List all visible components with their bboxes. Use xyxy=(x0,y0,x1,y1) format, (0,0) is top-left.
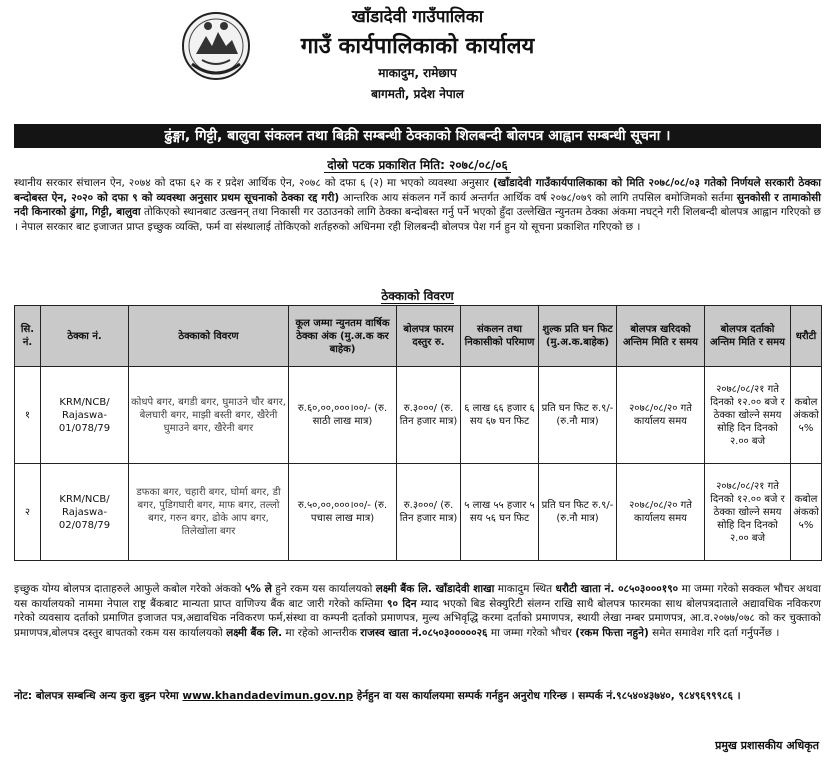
publication-date-text: दोस्रो पटक प्रकाशित मिति: २०७८/०८/०६ xyxy=(324,158,511,173)
table-title xyxy=(0,287,835,304)
cell-form-fee: रु.३०००/ (रु. तिन हजार मात्र) xyxy=(397,367,461,464)
notice-paragraph xyxy=(14,176,821,234)
note-text-b: हेर्नहुन वा यस कार्यालयमा सम्पर्क गर्नहुन अनुरोध गरिन्छ । सम्पर्क नं.९८५४०४३७४०, ९८४९६९९९८६ । xyxy=(353,690,741,702)
cell-submit-deadline: २०७८/०८/२१ गते दिनको १२.०० बजे र ठेक्का खोल्ने समय सोहि दिन दिनको २.०० बजे xyxy=(705,464,791,561)
cell-contract-no: KRM/NCB/ Rajaswa- 01/078/79 xyxy=(41,367,129,464)
note-paragraph xyxy=(14,689,821,704)
cell-serial: २ xyxy=(15,464,41,561)
cell-purchase-deadline: २०७८/०८/२० गते कार्यालय समय xyxy=(617,367,705,464)
cell-deposit: कबोल अंकको ५% xyxy=(791,464,822,561)
para2-text-k: मा रहेको आन्तरीक xyxy=(282,626,361,639)
para2-text-e: माकादुम स्थित xyxy=(494,583,556,595)
para1-river-bold: सुनकोसी र तामाकोसी नदी किनारको ढुंगा, गिट्टी, बालुवा xyxy=(14,191,821,218)
para2-days-bold: ९० दिन xyxy=(387,597,417,610)
cell-deposit: कबोल अंकको ५% xyxy=(791,367,822,464)
para1-text-e: तोकिएको स्थानबाट उत्खनन् तथा निकासी गर उठाउनको लागि ठेक्का बन्दोबस्त गर्नु पर्ने भएको हुँदा उल्लेखित न्युनतम ठेक्का अंकमा नघट्ने गरी शिलबन्दी बोलपत्र आह्वान गरिएको छ । नेपाल सरकार बाट इजाजत प्राप्त इच्छुक व्यक्ति, फर्म वा संस्थालाई तोकिएको शर्तहरुको अधिनमा रही शिलबन्दी बोलपत्र पेश गर्न हुन यो सूचना प्रकाशित गरिएको छ । xyxy=(14,206,821,233)
website-link[interactable]: www.khandadevimun.gov.np xyxy=(182,690,354,702)
cell-description: डफका बगर, चहारी बगर, घोर्मा बगर, डी बगर, पुडिगघारी बगर, माफ बगर, तल्लो बगर, गरुन बगर, ढोके आप बगर, तिलेखोला बगर xyxy=(129,464,289,561)
conditions-paragraph xyxy=(14,582,821,640)
para2-text-m: मा जम्मा गरेको भौचर xyxy=(487,626,576,639)
para2-percent-bold: ५% ले xyxy=(244,583,272,595)
notice-title-banner: ढुंङ्गा, गिट्टी, बालुवा संकलन तथा बिक्री सम्बन्धी ठेक्काको शिलबन्दी बोलपत्र आह्वान सम्बन्धी सूचना । xyxy=(14,124,821,148)
table-title-text: ठेक्काको विवरण xyxy=(381,289,454,303)
para2-nonrefundable-bold: (रकम फित्ता नहुने) xyxy=(575,626,649,639)
para2-text-a: इच्छुक योग्य बोलपत्र दाताहरुले आफुले कबोल गरेको अंकको xyxy=(14,583,245,595)
cell-rate: प्रति घन फिट रु.९/- (रु.नौ मात्र) xyxy=(539,367,617,464)
cell-rate: प्रति घन फिट रु.९/- (रु.नौ मात्र) xyxy=(539,464,617,561)
th-deposit: धरौटी xyxy=(791,306,822,367)
para2-deposit-account-bold: धरौटी खाता नं. ०८५०३०००१९० xyxy=(555,583,679,595)
para2-revenue-account-bold: राजस्व खाता नं.०८५०३०००००२६ xyxy=(360,626,488,639)
municipality-name: खाँडादेवी गाउँपालिका xyxy=(351,7,484,27)
th-description: ठेक्काको विवरण xyxy=(129,306,289,367)
contract-table xyxy=(14,305,822,561)
para2-text-g: मा जम्मा गरेको सक्कल भौचर अथवा यस कार्यालयको नाममा नेपाल राष्ट्र बैंकबाट मान्यता प्राप्त वाणिज्य बैंक बाट जारी गरेको कम्तिमा xyxy=(14,583,821,610)
cell-amount: रु.५०,००,०००।००/- (रु. पचास लाख मात्र) xyxy=(289,464,397,561)
para2-text-o: समेत समावेश गरि दर्ता गर्नुपर्नेछ । xyxy=(648,626,780,639)
para2-text-i: म्याद भएको बिड सेक्युरिटी संलग्न राखि साथै बोलपत्र फारमका साथ बोलपत्रदाताले अद्यावधिक नविकरण गरेको व्यवसाय दर्ताको प्रमाणित इजाजत पत्र,अद्यावधिक नविकरण फर्म,संस्था वा कम्पनी दर्ताको प्रमाणपत्र, मुल्य अभिवृद्धि करमा दर्ताको प्रमाणपत्र, स्थायी लेखा नम्बर प्रमाणपत्र, आ.व.२०७७/०७८ को कर चुक्ताको प्रमाणपत्र,बोलपत्र दस्तुर बापतको रकम यस कार्यालयको xyxy=(14,597,821,639)
para2-bank-bold: लक्ष्मी बैंक लि. खाँडादेवी शाखा xyxy=(375,583,495,595)
cell-quantity: ६ लाख ६६ हजार ६ सय ६७ घन फिट xyxy=(461,367,539,464)
para1-text-a: स्थानीय सरकार संचालन ऐन, २०७४ को दफा ६२ क र प्रदेश आर्थिक ऐन, २०७८ को दफा ६ (२) मा भएको व्यवस्था अनुसार xyxy=(14,177,493,189)
cell-description: कोधपे बगर, बगडी बगर, घुमाउने चौर बगर, बेलघारी बगर, माझी बस्ती बगर, खैरेनी घुमाउने बगर, खैरेनी बगर xyxy=(129,367,289,464)
office-name: गाउँ कार्यपालिकाको कार्यालय xyxy=(300,34,535,59)
table-header-row xyxy=(15,306,822,367)
th-purchase-deadline: बोलपत्र खरिदको अन्तिम मिति र समय xyxy=(617,306,705,367)
cell-form-fee: रु.३०००/ (रु. तिन हजार मात्र) xyxy=(397,464,461,561)
cell-serial: १ xyxy=(15,367,41,464)
table-row xyxy=(15,464,822,561)
office-province: बागमती, प्रदेश नेपाल xyxy=(371,87,464,101)
cell-submit-deadline: २०७८/०८/२१ गते दिनको १२.०० बजे र ठेक्का खोल्ने समय सोहि दिन दिनको २.०० बजे xyxy=(705,367,791,464)
office-address: माकादुम, रामेछाप xyxy=(378,66,457,80)
cell-quantity: ५ लाख ५५ हजार ५ सय ५६ घन फिट xyxy=(461,464,539,561)
para1-text-c: आन्तरिक आय संकलन गर्ने कार्य अन्तर्गत आर्थिक वर्ष २०७८/०७९ को लागि तपसिल बमोजिमको सर्तमा xyxy=(339,191,737,204)
publication-date xyxy=(0,156,835,173)
letterhead xyxy=(0,0,835,128)
cell-contract-no: KRM/NCB/ Rajaswa- 02/078/79 xyxy=(41,464,129,561)
th-amount: कूल जम्मा न्युनतम वार्षिक ठेक्का अंक (मु.अ.क कर बाहेक) xyxy=(289,306,397,367)
th-form-fee: बोलपत्र फारम दस्तुर रु. xyxy=(397,306,461,367)
cell-amount: रु.६०,००,०००।००/- (रु. साठी लाख मात्र) xyxy=(289,367,397,464)
cell-purchase-deadline: २०७८/०८/२० गते कार्यालय समय xyxy=(617,464,705,561)
para2-bank2-bold: लक्ष्मी बैंक लि. xyxy=(226,626,283,639)
th-contract-no: ठेक्का नं. xyxy=(41,306,129,367)
para2-text-c: हुने रकम यस कार्यालयको xyxy=(271,583,376,595)
note-text-a: नोट: बोलपत्र सम्बन्धि अन्य कुरा बुझ्न परेमा xyxy=(14,690,183,702)
th-submit-deadline: बोलपत्र दर्ताको अन्तिम मिति र समय xyxy=(705,306,791,367)
signature: प्रमुख प्रशासकीय अधिकृत xyxy=(715,739,819,752)
table-row xyxy=(15,367,822,464)
para1-decision-bold: (खाँडादेवी गाउँकार्यपालिकाका को मिति २०७८/०८/०३ गतेको निर्णयले सरकारी ठेक्का बन्दोबस्त ऐन, २०२० को दफा ९ को व्यवस्था अनुसार प्रथम सूचनाको ठेक्का रद्द गरी) xyxy=(14,177,821,204)
th-quantity: संकलन तथा निकासीको परिमाण xyxy=(461,306,539,367)
th-rate: शुल्क प्रति घन फिट (मु.अ.क.बाहेक) xyxy=(539,306,617,367)
th-serial: सि. नं. xyxy=(15,306,41,367)
